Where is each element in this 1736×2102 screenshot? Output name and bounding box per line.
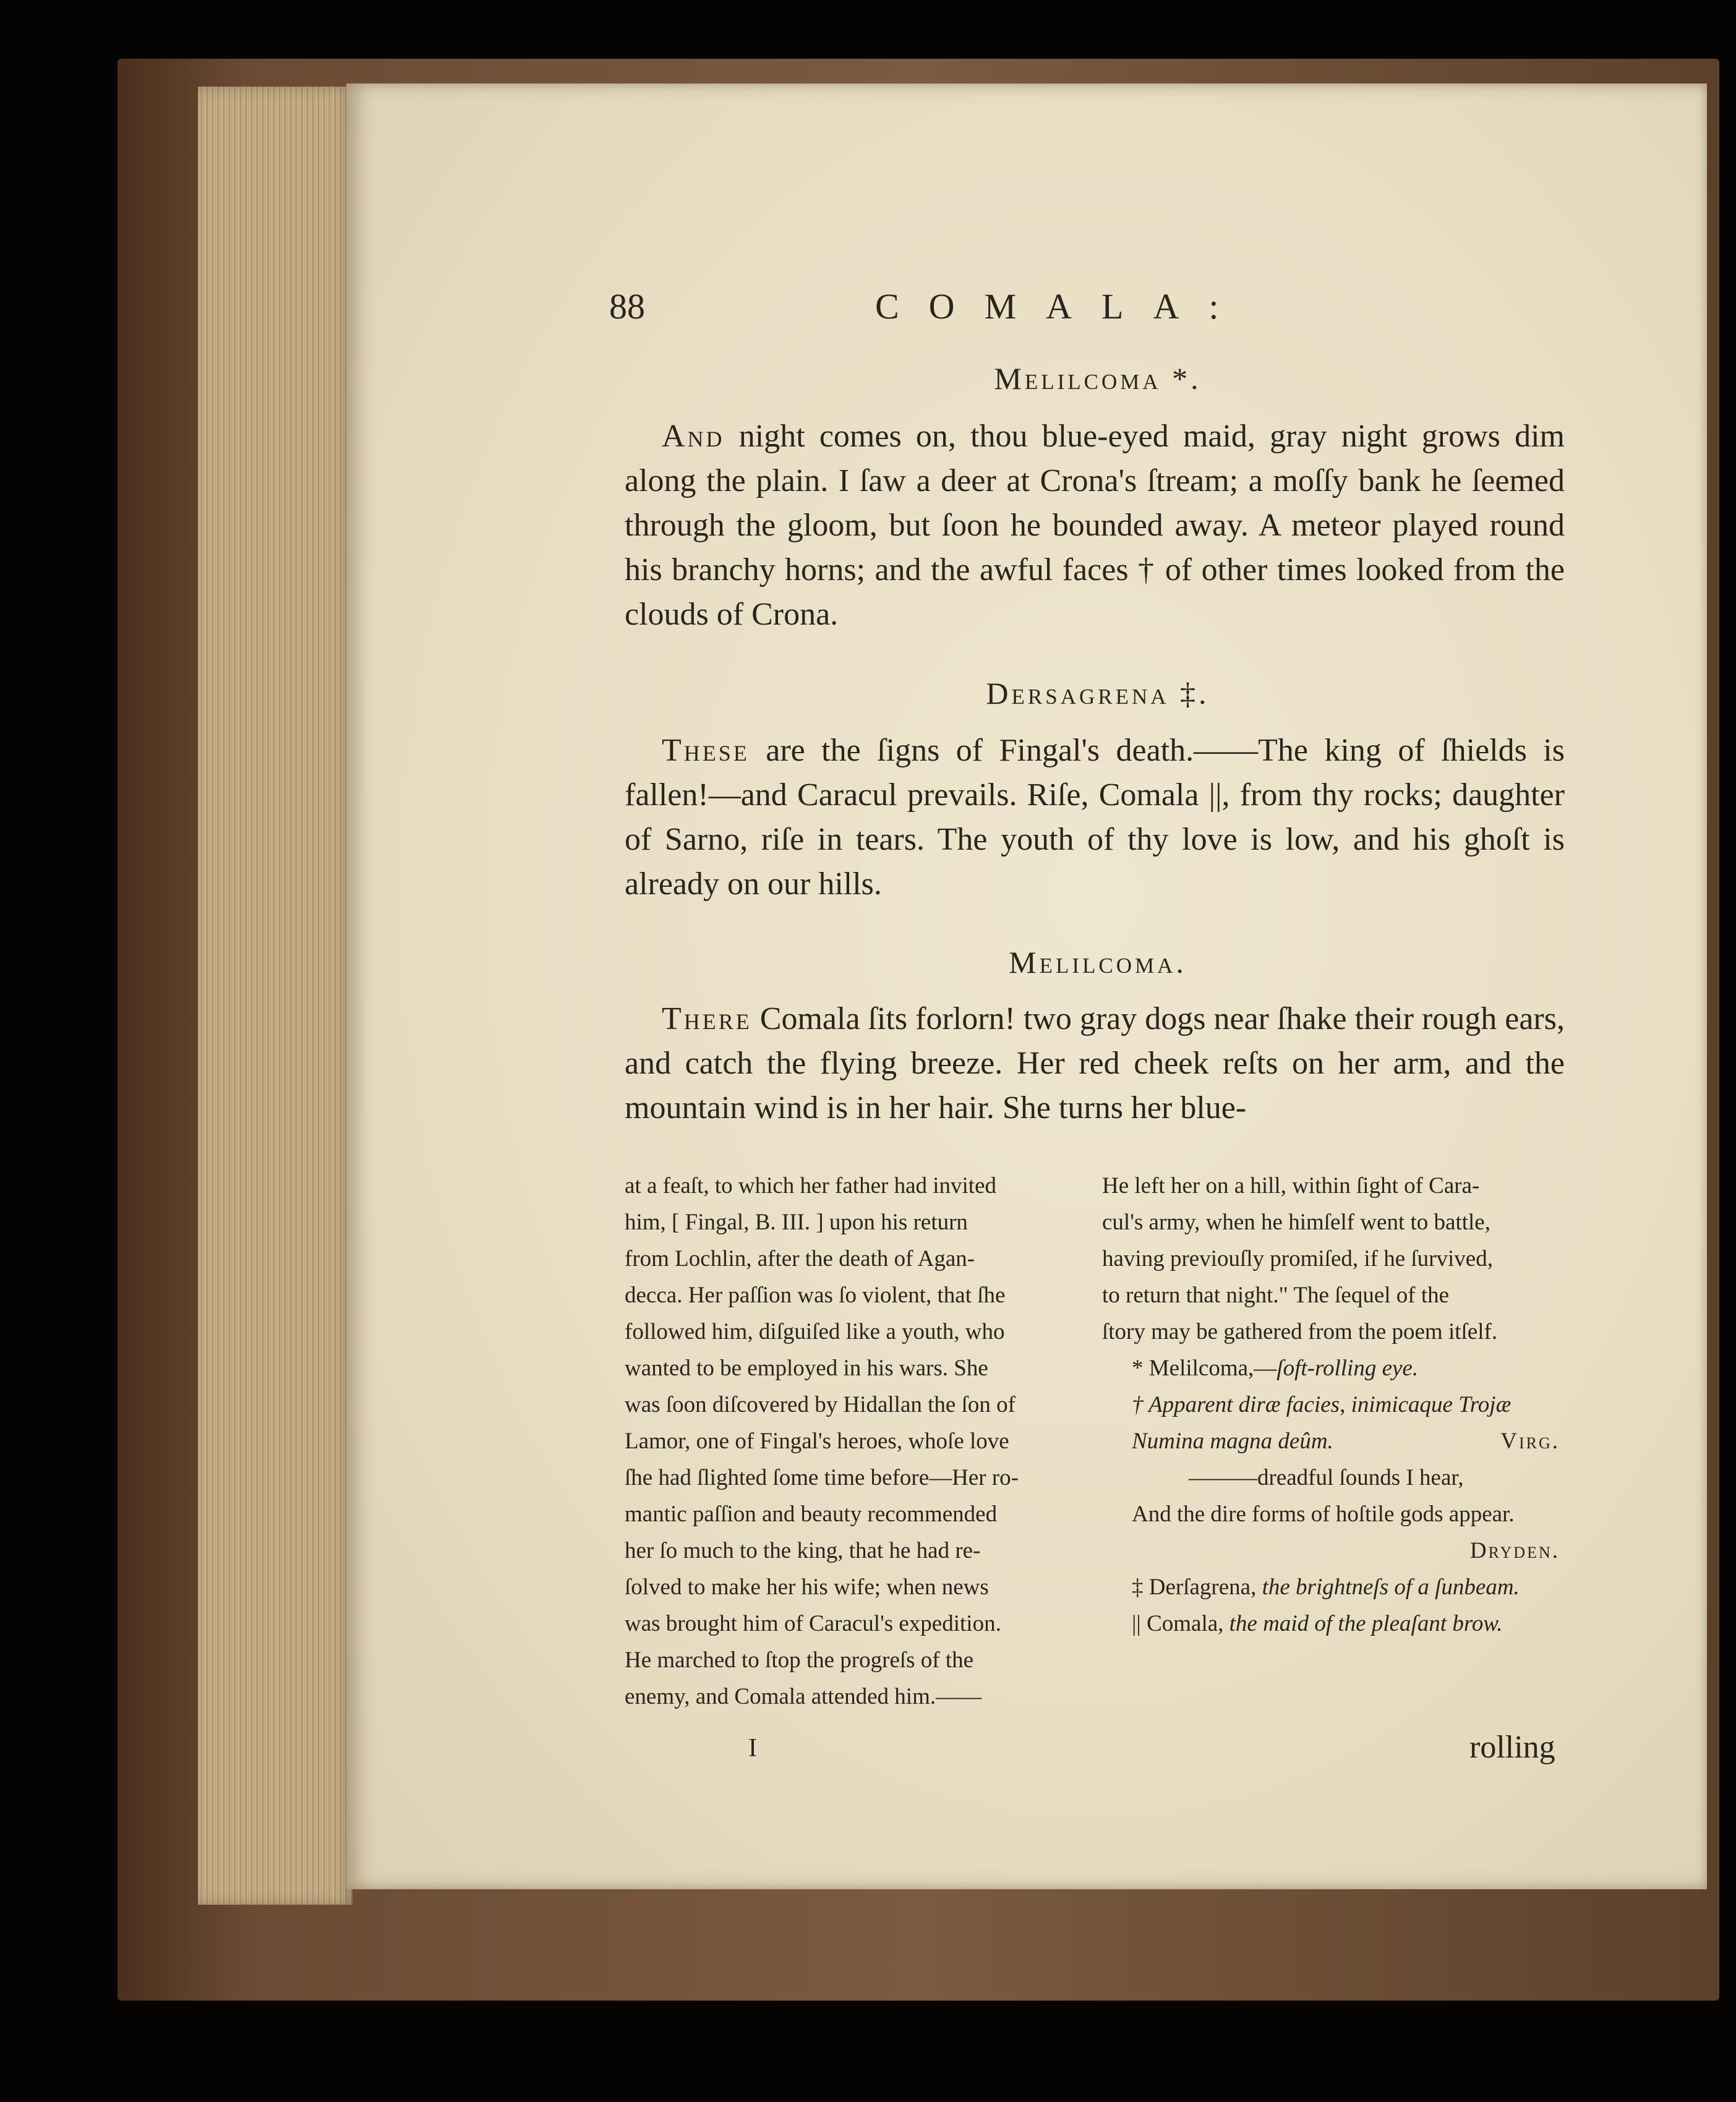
footnote-line: mantic paſſion and beauty recommended <box>625 1502 998 1527</box>
footnote-line: cul's army, when he himſelf went to battle, <box>1102 1210 1490 1235</box>
footnote-line: her ſo much to the king, that he had re- <box>625 1538 981 1563</box>
catchword: rolling <box>1469 1730 1555 1765</box>
speaker-heading: Melilcoma *. <box>994 361 1202 396</box>
footnote-dersagrena: ‡ Derſagrena, the brightneſs of a ſunbeam. <box>1132 1574 1520 1600</box>
footnote-dagger: † Apparent diræ facies, inimicaque Trojæ <box>1132 1392 1512 1417</box>
page-number: 88 <box>609 286 645 327</box>
footnote-line: enemy, and Comala attended him.—— <box>625 1684 982 1709</box>
dialogue-paragraph <box>625 414 1565 637</box>
latin-quote-line: Numina magna deûm. Virg. <box>1102 1423 1560 1459</box>
speaker-heading: Dersagrena ‡. <box>986 676 1210 711</box>
paragraph-lead: And <box>662 419 725 454</box>
dialogue-paragraph <box>625 997 1565 1130</box>
footnote-line: decca. Her paſſion was ſo violent, that ſhe <box>625 1283 1006 1308</box>
footnote-line: Lamor, one of Fingal's heroes, whoſe love <box>625 1429 1009 1454</box>
paragraph-lead: There <box>662 1001 752 1036</box>
page-edges <box>198 87 353 1905</box>
footnote-gloss: ſoft-rolling eye. <box>1276 1356 1419 1381</box>
footnote-line: was brought him of Caracul's expedition. <box>625 1611 1001 1636</box>
verse-line: And the dire forms of hoſtile gods appear. <box>1132 1502 1515 1527</box>
footnote-line: ſhe had ſlighted ſome time before—Her ro- <box>625 1465 1019 1490</box>
running-title: COMALA: <box>875 286 1249 327</box>
quote-source: Dryden. <box>1469 1538 1560 1563</box>
quote-source: Virg. <box>1500 1429 1560 1454</box>
footnote-column-right <box>1102 1168 1560 1642</box>
speaker-heading: Melilcoma. <box>1009 945 1187 980</box>
paragraph-text: are the ſigns of Fingal's death.——The king of ſhields is fallen!—and Caracul prevails. Riſe, Comala ||, from thy rocks; daughter of Sarno, riſe in tears. The youth of thy love is low, and his ghoſt is already on our hills. <box>625 733 1565 902</box>
footnote-comala: || Comala, the maid of the pleaſant brow. <box>1132 1611 1503 1636</box>
footnote-line: was ſoon diſcovered by Hidallan the ſon of <box>625 1392 1016 1417</box>
footnote-line: him, [ Fingal, B. III. ] upon his return <box>625 1210 968 1235</box>
dialogue-paragraph <box>625 728 1565 907</box>
footnote-line: to return that night." The ſequel of the <box>1102 1283 1450 1308</box>
footnote-line: He left her on a hill, within ſight of Cara- <box>1102 1173 1480 1198</box>
footnote-line: at a feaſt, to which her father had invited <box>625 1173 996 1198</box>
footnote-mark: * Melilcoma,— <box>1132 1356 1277 1381</box>
footnote-line: wanted to be employed in his wars. She <box>625 1356 988 1381</box>
paragraph-text: Comala ſits forlorn! two gray dogs near ſhake their rough ears, and catch the flying breeze. Her red cheek reſts on her arm, and the mountain wind is in her hair. She turns her blue- <box>625 1001 1565 1126</box>
signature-mark: I <box>748 1734 757 1762</box>
footnote-line: He marched to ſtop the progreſs of the <box>625 1647 974 1673</box>
footnote-melilcoma <box>1102 1350 1560 1386</box>
verse-line: ———dreadful ſounds I hear, <box>1189 1465 1464 1490</box>
footnote-line: ſtory may be gathered from the poem itſelf. <box>1102 1319 1498 1344</box>
paragraph-text: night comes on, thou blue-eyed maid, gray night grows dim along the plain. I ſaw a deer at Crona's ſtream; a moſſy bank he ſeemed through the gloom, but ſoon he bounded away. A meteor played round his branchy horns; and the awful faces † of other times looked from the clouds of Crona. <box>625 419 1565 632</box>
footnote-column-left <box>625 1168 1082 1715</box>
footnote-line: from Lochlin, after the death of Agan- <box>625 1246 975 1271</box>
paragraph-lead: These <box>662 733 750 768</box>
footnote-line: ſolved to make her his wife; when news <box>625 1574 989 1600</box>
footnote-line: followed him, diſguiſed like a youth, who <box>625 1319 1005 1344</box>
footnote-line: having previouſly promiſed, if he ſurvived, <box>1102 1246 1493 1271</box>
running-head <box>609 286 1320 329</box>
